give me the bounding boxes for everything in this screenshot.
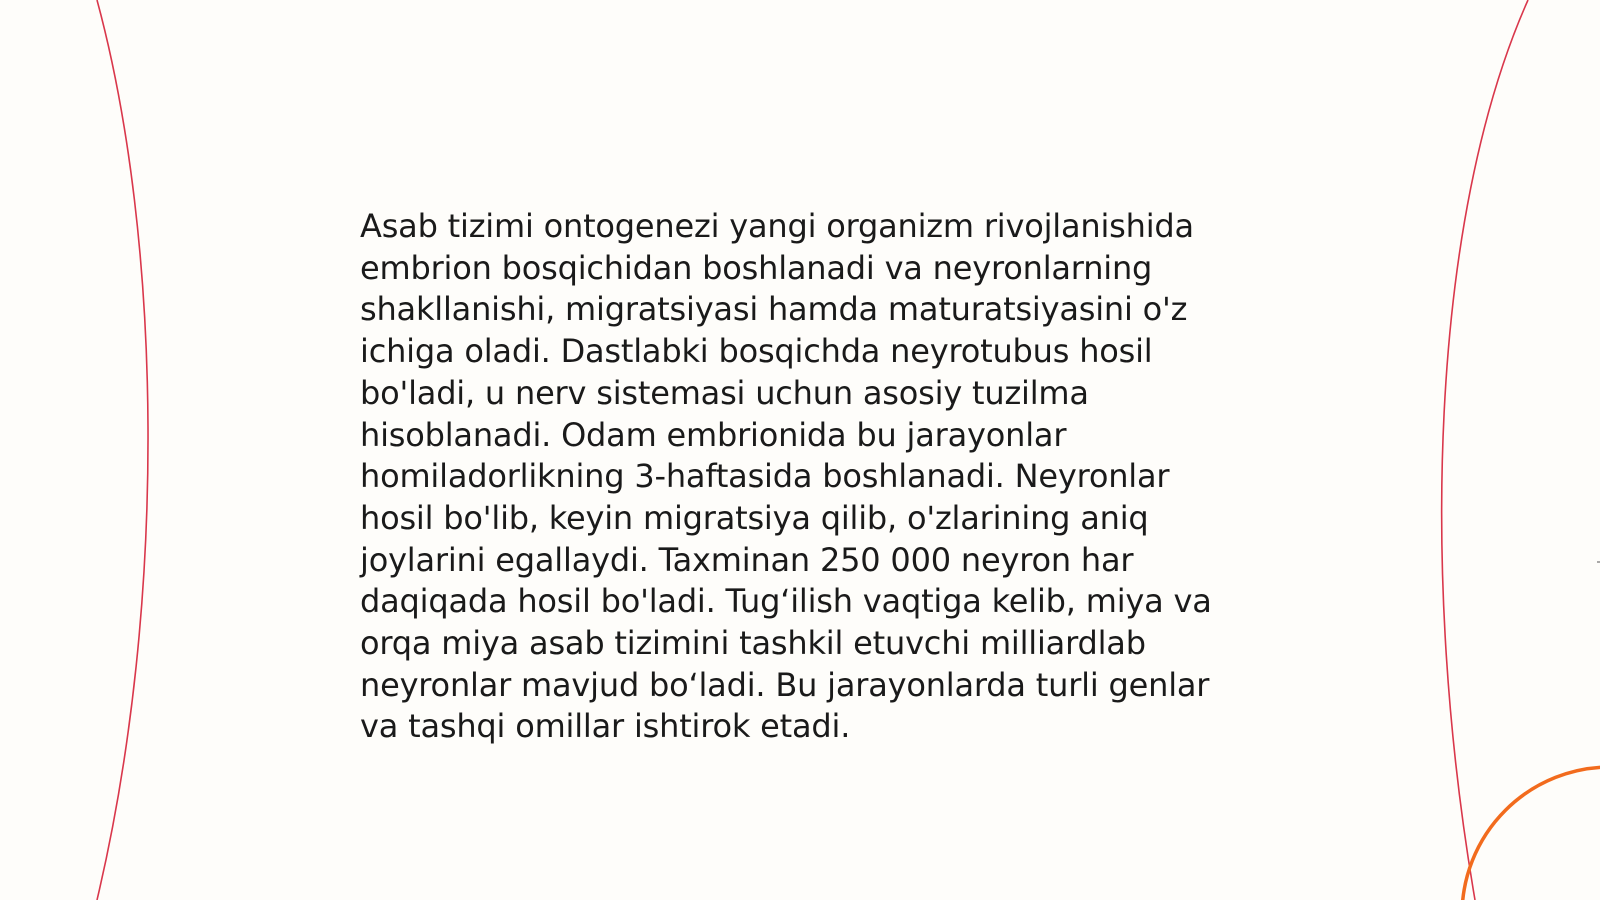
orange-arc <box>1462 767 1600 900</box>
right-curve-line <box>1442 0 1528 900</box>
left-curve-line <box>97 0 148 900</box>
body-paragraph: Asab tizimi ontogenezi yangi organizm rivojlanishida embrion bosqichidan boshlanadi va neyronlarning shakllanishi, migratsiyasi hamda maturatsiyasini o'z ichiga oladi. Dastlabki bosqichda neyrotubus hosil bo'ladi, u nerv sistemasi uchun asosiy tuzilma hisoblanadi. Odam embrionida bu jarayonlar homiladorlikning 3-haftasida boshlanadi. Neyronlar hosil bo'lib, keyin migratsiya qilib, o'zlarining aniq joylarini egallaydi. Taxminan 250 000 neyron har daqiqada hosil bo'ladi. Tug‘ilish vaqtiga kelib, miya va orqa miya asab tizimini tashkil etuvchi milliardlab neyronlar mavjud bo‘ladi. Bu jarayonlarda turli genlar va tashqi omillar ishtirok etadi. <box>360 207 1212 746</box>
